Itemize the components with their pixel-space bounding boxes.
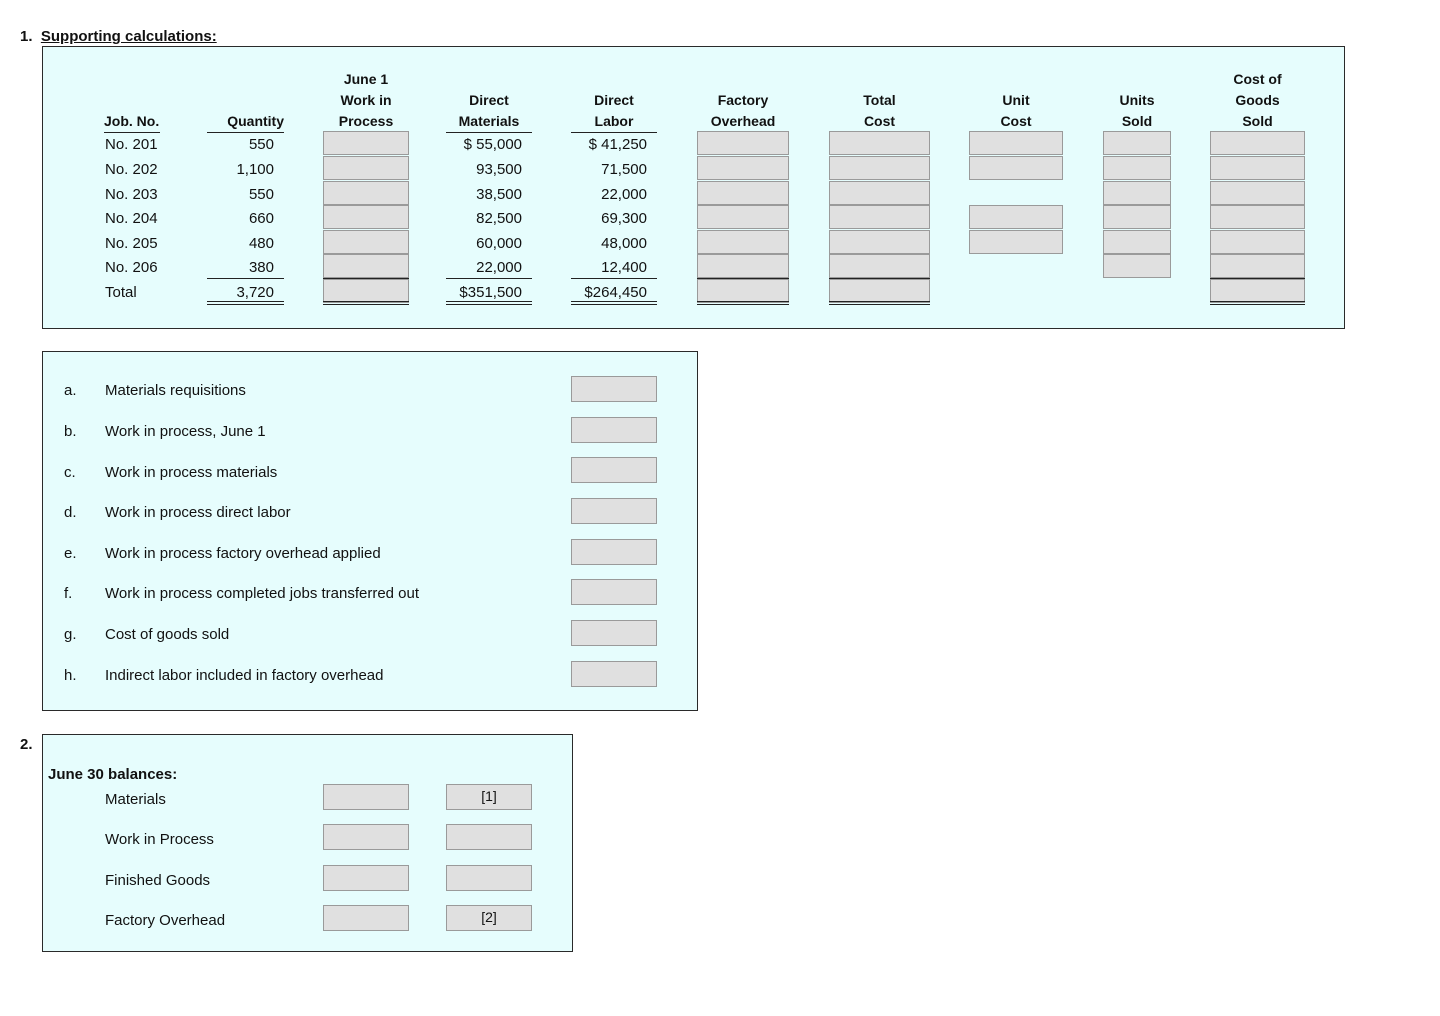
- table-row-dl: 12,400: [601, 259, 647, 276]
- header-dm-line2: Materials: [446, 111, 532, 133]
- wip-input[interactable]: [323, 131, 409, 155]
- item-input[interactable]: [571, 579, 657, 605]
- cogs-input[interactable]: [1210, 205, 1305, 229]
- units-sold-input[interactable]: [1103, 156, 1171, 180]
- item-label: Cost of goods sold: [105, 626, 230, 643]
- header-cogs-line1: Cost of: [1233, 71, 1282, 87]
- table-row-job: No. 205: [105, 235, 158, 252]
- balance-note-input[interactable]: [2]: [446, 905, 532, 931]
- item-label: Work in process, June 1: [105, 423, 266, 440]
- units-sold-input[interactable]: [1103, 254, 1171, 278]
- balance-label: Factory Overhead: [105, 912, 226, 929]
- header-wip-line1: June 1: [343, 71, 389, 87]
- foh-input[interactable]: [697, 230, 789, 254]
- table-row-dm: 82,500: [476, 210, 522, 227]
- balance-input[interactable]: [323, 824, 409, 850]
- header-foh-line1: Factory: [717, 92, 769, 108]
- units-sold-input[interactable]: [1103, 131, 1171, 155]
- item-letter: a.: [64, 382, 77, 399]
- table-row-job: No. 206: [105, 259, 158, 276]
- subtotal-line: [571, 278, 657, 279]
- table-row-dm: 93,500: [476, 161, 522, 178]
- unit-cost-input[interactable]: [969, 205, 1063, 229]
- item-input[interactable]: [571, 417, 657, 443]
- units-sold-input[interactable]: [1103, 205, 1171, 229]
- header-cogs-line2: Goods: [1235, 92, 1280, 108]
- table-row-qty: 380: [248, 259, 274, 276]
- unit-cost-input[interactable]: [969, 230, 1063, 254]
- total-cost-input[interactable]: [829, 230, 930, 254]
- header-sold-line2: Sold: [1103, 111, 1171, 133]
- header-dm-line1: Direct: [469, 92, 509, 108]
- header-foh-line2: Overhead: [697, 111, 789, 133]
- table-row-dm: 22,000: [476, 259, 522, 276]
- total-double-line: [571, 301, 657, 305]
- section-1-heading: [20, 28, 217, 45]
- subtotal-line: [207, 278, 284, 279]
- header-dl-line1: Direct: [594, 92, 634, 108]
- table-row-qty: 480: [248, 235, 274, 252]
- item-letter: d.: [64, 504, 77, 521]
- item-input[interactable]: [571, 539, 657, 565]
- header-unit-line1: Unit: [1002, 92, 1030, 108]
- header-total-line2: Cost: [829, 111, 930, 133]
- unit-cost-input[interactable]: [969, 131, 1063, 155]
- table-row-job: No. 204: [105, 210, 158, 227]
- total-row-dm: $351,500: [459, 284, 522, 301]
- total-row-label: Total: [105, 284, 137, 301]
- foh-input[interactable]: [697, 181, 789, 205]
- item-label: Work in process completed jobs transferred out: [105, 585, 420, 602]
- item-label: Work in process factory overhead applied: [105, 545, 381, 562]
- total-cost-total-input[interactable]: [829, 279, 930, 303]
- table-row-dl: 48,000: [601, 235, 647, 252]
- header-wip-line2: Work in: [340, 92, 392, 108]
- unit-cost-input[interactable]: [969, 156, 1063, 180]
- total-cost-input[interactable]: [829, 205, 930, 229]
- subtotal-line: [829, 278, 930, 279]
- total-double-line: [1210, 301, 1305, 305]
- item-label: Work in process direct labor: [105, 504, 291, 521]
- table-row-dl: $ 41,250: [588, 136, 647, 153]
- wip-input[interactable]: [323, 205, 409, 229]
- header-quantity: Quantity: [207, 111, 284, 133]
- total-double-line: [323, 301, 409, 305]
- wip-input[interactable]: [323, 156, 409, 180]
- subtotal-line: [697, 278, 789, 279]
- total-double-line: [829, 301, 930, 305]
- units-sold-input[interactable]: [1103, 230, 1171, 254]
- foh-input[interactable]: [697, 205, 789, 229]
- total-cost-input[interactable]: [829, 254, 930, 278]
- item-label: Materials requisitions: [105, 382, 246, 399]
- cogs-input[interactable]: [1210, 131, 1305, 155]
- total-double-line: [446, 301, 532, 305]
- balance-input[interactable]: [323, 905, 409, 931]
- subtotal-line: [1210, 278, 1305, 279]
- header-sold-line1: Units: [1119, 92, 1155, 108]
- table-row-dm: $ 55,000: [463, 136, 522, 153]
- total-row-qty: 3,720: [236, 284, 274, 301]
- subtotal-line: [323, 278, 409, 279]
- wip-input[interactable]: [323, 181, 409, 205]
- item-input[interactable]: [571, 661, 657, 687]
- balances-title: June 30 balances:: [48, 766, 178, 783]
- cogs-input[interactable]: [1210, 230, 1305, 254]
- item-letter: b.: [64, 423, 77, 440]
- wip-total-input[interactable]: [323, 279, 409, 303]
- item-label: Indirect labor included in factory overhead: [105, 667, 384, 684]
- item-letter: f.: [64, 585, 73, 602]
- total-cost-input[interactable]: [829, 156, 930, 180]
- foh-total-input[interactable]: [697, 279, 789, 303]
- balance-input[interactable]: [323, 865, 409, 891]
- foh-input[interactable]: [697, 156, 789, 180]
- table-row-job: No. 201: [105, 136, 158, 153]
- balance-label: Materials: [105, 791, 166, 808]
- table-row-dl: 69,300: [601, 210, 647, 227]
- total-cost-input[interactable]: [829, 181, 930, 205]
- cogs-input[interactable]: [1210, 181, 1305, 205]
- item-label: Work in process materials: [105, 464, 278, 481]
- table-row-qty: 550: [248, 136, 274, 153]
- header-wip-line3: Process: [323, 111, 409, 133]
- table-row-qty: 1,100: [236, 161, 274, 178]
- subtotal-line: [446, 278, 532, 279]
- header-unit-line2: Cost: [969, 111, 1063, 133]
- balance-label: Finished Goods: [105, 872, 211, 889]
- items-panel: [42, 351, 698, 711]
- balance-input[interactable]: [323, 784, 409, 810]
- item-input[interactable]: [571, 498, 657, 524]
- cogs-input[interactable]: [1210, 156, 1305, 180]
- table-row-job: No. 203: [105, 186, 158, 203]
- total-cost-input[interactable]: [829, 131, 930, 155]
- table-row-dm: 60,000: [476, 235, 522, 252]
- item-letter: g.: [64, 626, 77, 643]
- table-row-qty: 660: [248, 210, 274, 227]
- cogs-total-input[interactable]: [1210, 279, 1305, 303]
- table-row-dl: 22,000: [601, 186, 647, 203]
- cogs-input[interactable]: [1210, 254, 1305, 278]
- foh-input[interactable]: [697, 254, 789, 278]
- item-letter: h.: [64, 667, 77, 684]
- total-double-line: [697, 301, 789, 305]
- balance-label: Work in Process: [105, 831, 214, 848]
- item-letter: e.: [64, 545, 77, 562]
- table-row-dl: 71,500: [601, 161, 647, 178]
- balance-note-input[interactable]: [446, 865, 532, 891]
- item-input[interactable]: [571, 457, 657, 483]
- table-row-dm: 38,500: [476, 186, 522, 203]
- wip-input[interactable]: [323, 254, 409, 278]
- table-row-qty: 550: [248, 186, 274, 203]
- header-total-line1: Total: [863, 92, 896, 108]
- header-dl-line2: Labor: [571, 111, 657, 133]
- item-letter: c.: [64, 464, 76, 481]
- total-row-dl: $264,450: [584, 284, 647, 301]
- balance-note-input[interactable]: [1]: [446, 784, 532, 810]
- header-job-no: Job. No.: [104, 111, 160, 133]
- section-1-title: Supporting calculations:: [40, 28, 217, 45]
- section-1-number: 1.: [20, 28, 33, 45]
- foh-input[interactable]: [697, 131, 789, 155]
- total-double-line: [207, 301, 284, 305]
- wip-input[interactable]: [323, 230, 409, 254]
- section-2-number: 2.: [20, 736, 33, 753]
- units-sold-input[interactable]: [1103, 181, 1171, 205]
- item-input[interactable]: [571, 376, 657, 402]
- balance-note-input[interactable]: [446, 824, 532, 850]
- table-row-job: No. 202: [105, 161, 158, 178]
- item-input[interactable]: [571, 620, 657, 646]
- header-cogs-line3: Sold: [1210, 111, 1305, 133]
